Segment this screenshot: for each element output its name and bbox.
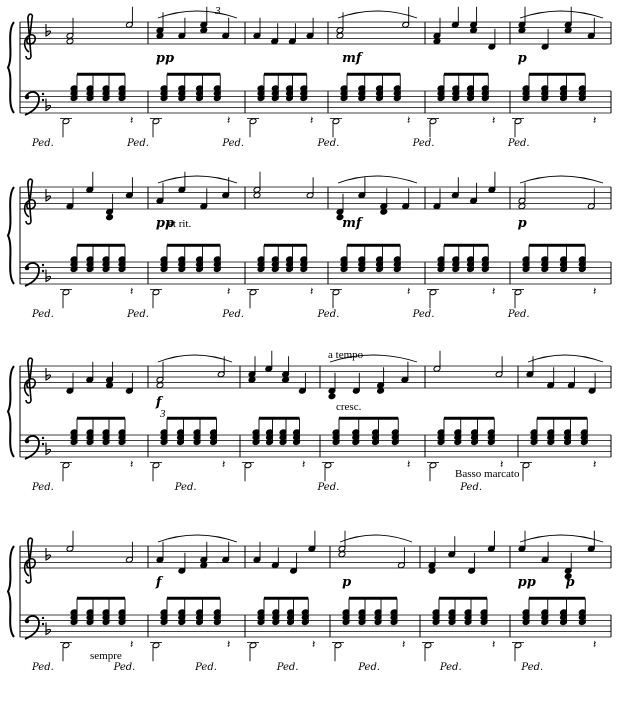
pedal-marking: Ped.: [521, 662, 544, 673]
melody-note: [106, 382, 114, 389]
expression-text: cresc.: [336, 401, 362, 413]
system-4-bass-clef-dot-lower: [42, 623, 44, 625]
melody-note: [428, 567, 436, 574]
quarter-rest: 𝄽: [407, 459, 411, 471]
slur: [338, 176, 417, 183]
quarter-rest: 𝄽: [130, 115, 134, 127]
slur: [340, 535, 412, 542]
dynamic-p: p: [565, 575, 575, 590]
pedal-marking: Ped.: [32, 309, 54, 320]
slur: [338, 11, 417, 18]
melody-note: [106, 214, 114, 221]
system-2-bass-key-flat: [46, 270, 51, 282]
quarter-rest: 𝄽: [227, 115, 231, 127]
dynamic-f: f: [155, 395, 162, 410]
pedal-marking: Ped.: [317, 309, 340, 320]
quarter-rest: 𝄽: [222, 459, 226, 471]
pedal-marking: Ped.: [507, 309, 530, 320]
dynamic-pp: pp: [517, 575, 536, 590]
quarter-rest: 𝄽: [500, 459, 504, 471]
pedal-marking: Ped.: [195, 662, 217, 673]
slur: [158, 535, 237, 542]
pedal-marking: Ped.: [174, 482, 197, 493]
slur: [158, 11, 237, 18]
system-3-treble-key-flat: [46, 368, 51, 380]
melody-note: [248, 376, 256, 383]
dynamic-f: f: [155, 575, 162, 590]
dynamic-p: p: [342, 575, 352, 590]
quarter-rest: 𝄽: [402, 639, 406, 651]
dynamic-p: p: [517, 216, 527, 231]
melody-note: [564, 27, 572, 34]
quarter-rest: 𝄽: [130, 459, 134, 471]
pedal-marking: Ped.: [113, 662, 136, 673]
quarter-rest: 𝄽: [492, 639, 496, 651]
quarter-rest: 𝄽: [593, 115, 597, 127]
pedal-marking: Ped.: [317, 138, 340, 149]
pedal-marking: Ped.: [32, 662, 54, 673]
melody-note: [282, 376, 290, 383]
expression-text: a tempo: [328, 349, 364, 361]
pedal-marking: Ped.: [222, 309, 245, 320]
melody-note: [200, 562, 208, 569]
melody-note: [518, 27, 526, 34]
pedal-marking: Ped.: [460, 482, 483, 493]
quarter-rest: 𝄽: [310, 115, 314, 127]
pedal-marking: Ped.: [32, 138, 54, 149]
quarter-rest: 𝄽: [593, 639, 597, 651]
system-3-bass-key-flat: [46, 443, 51, 455]
pedal-marking: Ped.: [439, 662, 462, 673]
dynamic-mf: mf: [342, 51, 362, 66]
quarter-rest: 𝄽: [593, 459, 597, 471]
dynamic-p: p: [517, 51, 527, 66]
pedal-marking: Ped.: [32, 482, 54, 493]
system-4-treble-key-flat: [46, 548, 51, 560]
quarter-rest: 𝄽: [302, 459, 306, 471]
slur: [158, 355, 232, 362]
pedal-marking: Ped.: [127, 309, 149, 320]
melody-note: [253, 192, 261, 199]
system-2-treble-clef: [25, 179, 36, 224]
quarter-rest: 𝄽: [227, 286, 231, 298]
melody-note: [156, 32, 164, 39]
melody-note: [200, 27, 208, 34]
system-2-bass-clef-dot-lower: [42, 270, 44, 272]
quarter-rest: 𝄽: [310, 286, 314, 298]
quarter-rest: 𝄽: [130, 286, 134, 298]
system-1-brace: [8, 22, 14, 113]
quarter-rest: 𝄽: [130, 639, 134, 651]
system-1-bass-clef-dot-lower: [42, 99, 44, 101]
pedal-marking: Ped.: [317, 482, 340, 493]
quarter-rest: 𝄽: [492, 286, 496, 298]
pedal-marking: Ped.: [412, 309, 435, 320]
dynamic-pp: pp: [155, 216, 175, 231]
tuplet-mark: 3: [215, 5, 221, 17]
quarter-rest: 𝄽: [407, 115, 411, 127]
quarter-rest: 𝄽: [593, 286, 597, 298]
system-1-bass-clef-dot-upper: [42, 93, 44, 95]
slur: [520, 11, 603, 18]
system-2-bass-clef-dot: [25, 266, 30, 271]
melody-note: [518, 203, 526, 210]
quarter-rest: 𝄽: [407, 286, 411, 298]
pedal-marking: Ped.: [222, 138, 245, 149]
tuplet-mark: 3: [160, 408, 166, 420]
system-4-bass-clef-dot-upper: [42, 617, 44, 619]
melody-note: [156, 382, 164, 389]
melody-note: [336, 32, 344, 39]
melody-note: [66, 38, 74, 45]
dynamic-mf: mf: [342, 216, 362, 231]
expression-text: sempre: [90, 650, 122, 662]
system-1-bass-clef-dot: [25, 95, 30, 100]
pedal-marking: Ped.: [276, 662, 299, 673]
system-2-bass-clef-dot-upper: [42, 264, 44, 266]
system-1-treble-clef: [25, 14, 36, 59]
dynamic-pp: pp: [155, 51, 175, 66]
melody-note: [377, 387, 385, 394]
system-3-bass-clef-dot-upper: [42, 437, 44, 439]
quarter-rest: 𝄽: [312, 639, 316, 651]
melody-note: [338, 551, 346, 558]
system-4-bass-clef-dot: [25, 619, 30, 624]
system-3-brace: [8, 366, 14, 457]
system-3-treble-clef: [25, 358, 36, 403]
melody-note: [433, 38, 441, 45]
system-1-treble-key-flat: [46, 24, 51, 36]
expression-text: et rit.: [168, 218, 192, 230]
melody-note: [470, 27, 478, 34]
pedal-marking: Ped.: [507, 138, 530, 149]
quarter-rest: 𝄽: [227, 639, 231, 651]
melody-note: [328, 393, 336, 400]
melody-note: [380, 208, 388, 215]
slur: [520, 176, 603, 183]
pedal-marking: Ped.: [358, 662, 381, 673]
expression-text: Basso marcato: [455, 468, 520, 480]
pedal-marking: Ped.: [412, 138, 435, 149]
slur: [158, 176, 237, 183]
slur: [520, 535, 603, 542]
system-4-brace: [8, 546, 14, 637]
quarter-rest: 𝄽: [492, 115, 496, 127]
system-4-bass-key-flat: [46, 623, 51, 635]
pedal-marking: Ped.: [127, 138, 149, 149]
system-2-treble-key-flat: [46, 189, 51, 201]
system-1-bass-key-flat: [46, 99, 51, 111]
system-4-treble-clef: [25, 538, 36, 583]
slur: [528, 355, 603, 362]
system-2-brace: [8, 187, 14, 284]
system-3-bass-clef-dot: [25, 439, 30, 444]
system-3-bass-clef-dot-lower: [42, 443, 44, 445]
